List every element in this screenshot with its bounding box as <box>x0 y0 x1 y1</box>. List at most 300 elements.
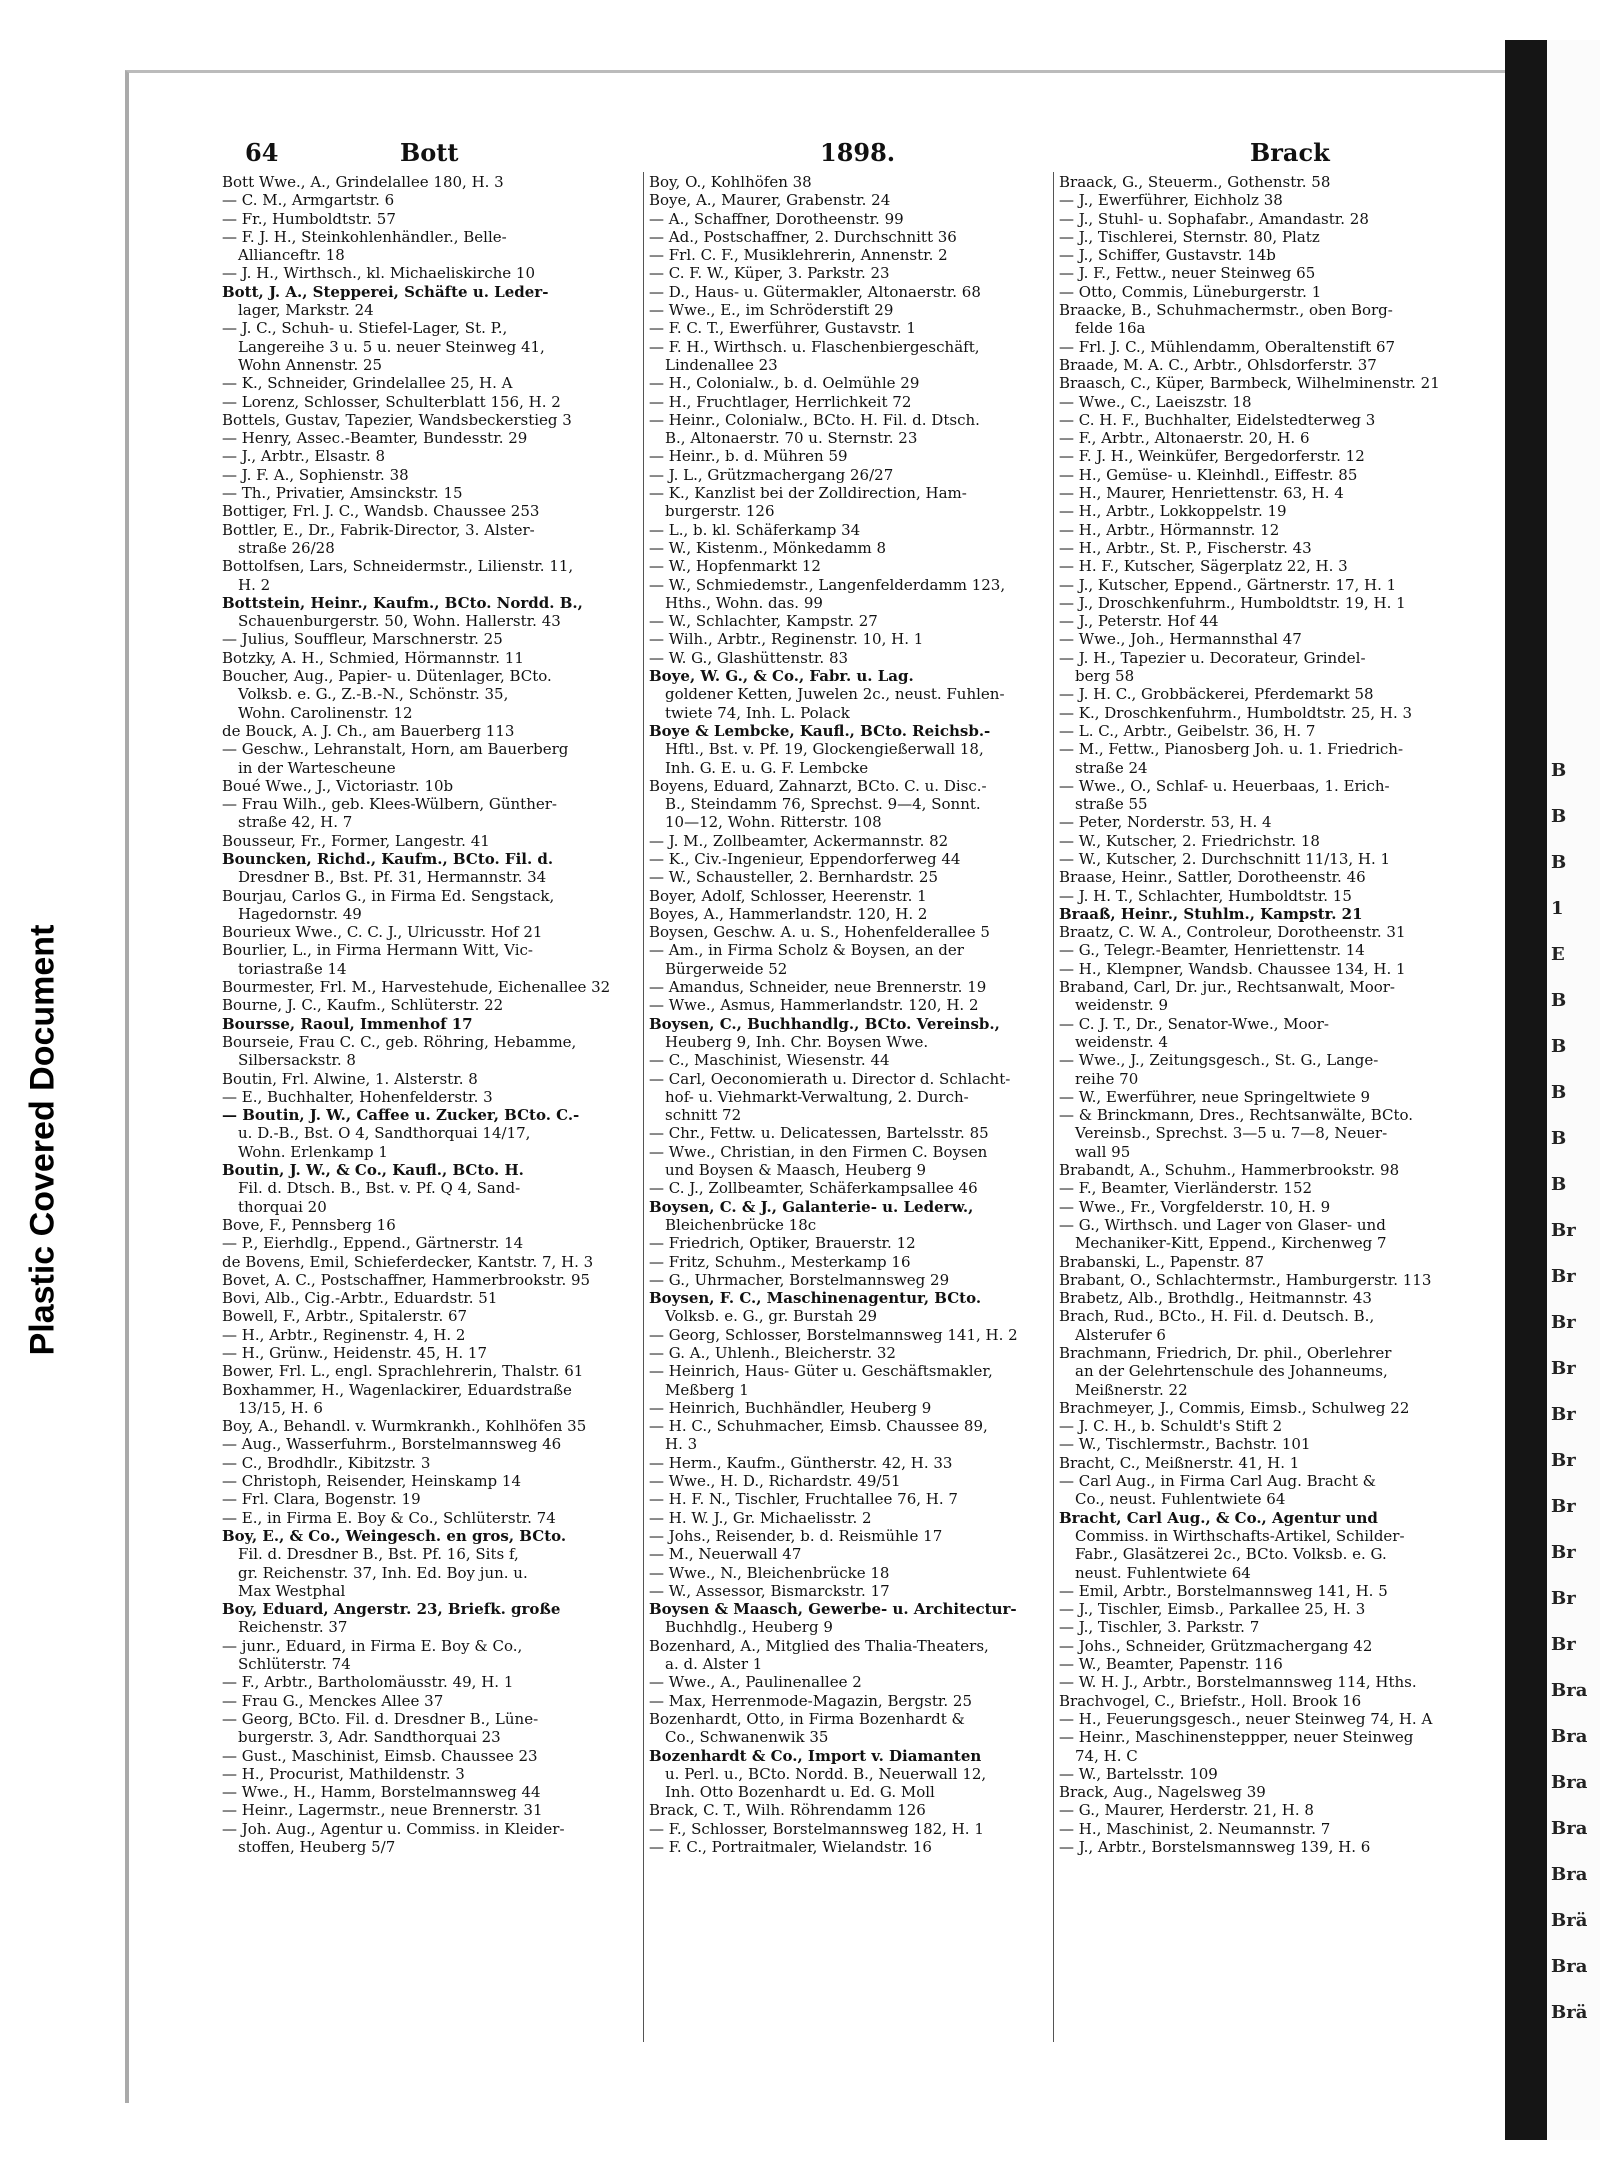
directory-entry: Brack, C. T., Wilh. Röhrendamm 126 <box>649 1801 926 1820</box>
directory-entry: H. 2 <box>238 575 271 594</box>
directory-entry: Brachvogel, C., Briefstr., Holl. Brook 16 <box>1059 1691 1362 1710</box>
directory-entry: Hagedornstr. 49 <box>238 904 362 923</box>
directory-entry: Wohn. Carolinenstr. 12 <box>238 703 413 722</box>
directory-entry: — Wwe., A., Paulinenallee 2 <box>649 1673 862 1692</box>
directory-entry: Boy, A., Behandl. v. Wurmkrankh., Kohlhöfen 35 <box>222 1417 587 1436</box>
directory-entry: wall 95 <box>1075 1142 1131 1161</box>
directory-entry: — D., Haus- u. Gütermakler, Altonaerstr. 68 <box>649 282 981 301</box>
directory-entry: — J. C. H., b. Schuldt's Stift 2 <box>1059 1417 1283 1436</box>
directory-entry: — F., Arbtr., Altonaerstr. 20, H. 6 <box>1059 429 1310 448</box>
directory-entry: — Amandus, Schneider, neue Brennerstr. 19 <box>649 978 987 997</box>
directory-entry: Silbersackstr. 8 <box>238 1051 356 1070</box>
directory-entry: — J., Stuhl- u. Sophafabr., Amandastr. 28 <box>1059 209 1369 228</box>
directory-entry: Braasch, C., Küper, Barmbeck, Wilhelminenstr. 21 <box>1059 374 1440 393</box>
directory-entry: — Wwe., O., Schlaf- u. Heuerbaas, 1. Erich- <box>1059 776 1390 795</box>
directory-entry: 74, H. C <box>1075 1746 1138 1765</box>
directory-entry: Boy, Eduard, Angerstr. 23, Briefk. große <box>222 1600 561 1619</box>
book-spine-shadow <box>1505 40 1547 2140</box>
directory-entry: — G. A., Uhlenh., Bleicherstr. 32 <box>649 1344 896 1362</box>
directory-entry: Reichenstr. 37 <box>238 1618 348 1637</box>
directory-entry: Brack, Aug., Nagelsweg 39 <box>1059 1783 1266 1802</box>
directory-entry: Bottler, E., Dr., Fabrik-Director, 3. Alster- <box>222 520 535 539</box>
directory-entry: — Wwe., J., Zeitungsgesch., St. G., Lange- <box>1059 1051 1379 1070</box>
directory-entry: Boye, A., Maurer, Grabenstr. 24 <box>649 191 891 210</box>
directory-entry: Boysen, F. C., Maschinenagentur, BCto. <box>649 1289 982 1308</box>
directory-entry: — M., Fettw., Pianosberg Joh. u. 1. Friedrich- <box>1059 740 1404 759</box>
next-page-fragment: Br <box>1551 1312 1576 1333</box>
directory-entry: Alsterufer 6 <box>1075 1325 1166 1344</box>
directory-entry: — Peter, Norderstr. 53, H. 4 <box>1059 813 1272 832</box>
directory-entry: — W., Bartelsstr. 109 <box>1059 1764 1218 1783</box>
next-page-fragment: Bra <box>1551 1864 1588 1885</box>
directory-entry: — W., Schausteller, 2. Bernhardstr. 25 <box>649 868 938 887</box>
next-page-fragment: B <box>1551 1174 1567 1195</box>
directory-column-2 <box>649 173 1059 1856</box>
directory-entry: Boye & Lembcke, Kaufl., BCto. Reichsb.- <box>649 721 991 740</box>
directory-entry: straße 42, H. 7 <box>238 813 353 832</box>
directory-entry: — J., Tischlerei, Sternstr. 80, Platz <box>1059 227 1320 246</box>
directory-entry: — H., Fruchtlager, Herrlichkeit 72 <box>649 392 912 411</box>
next-page-fragment: B <box>1551 760 1567 781</box>
directory-entry: twiete 74, Inh. L. Polack <box>665 703 850 722</box>
directory-entry: — Frau Wilh., geb. Klees-Wülbern, Günther- <box>222 795 557 814</box>
directory-entry: hof- u. Viehmarkt-Verwaltung, 2. Durch- <box>665 1087 969 1106</box>
directory-entry: — J. H. C., Grobbäckerei, Pferdemarkt 58 <box>1059 685 1374 704</box>
directory-entry: — F., Schlosser, Borstelmannsweg 182, H. 1 <box>649 1819 984 1838</box>
directory-entry: — G., Uhrmacher, Borstelmannsweg 29 <box>649 1270 950 1289</box>
next-page-fragment: Brä <box>1551 2002 1588 2023</box>
directory-entry: — F. C. T., Ewerführer, Gustavstr. 1 <box>649 319 916 338</box>
directory-entry: — F., Arbtr., Bartholomäusstr. 49, H. 1 <box>222 1673 514 1692</box>
next-page-fragment: Br <box>1551 1588 1576 1609</box>
directory-entry: Meißnerstr. 22 <box>1075 1380 1188 1399</box>
directory-entry: Max Westphal <box>238 1581 346 1600</box>
directory-entry: Inh. Otto Bozenhardt u. Ed. G. Moll <box>665 1783 935 1802</box>
directory-entry: Bousseur, Fr., Former, Langestr. 41 <box>222 831 490 850</box>
next-page-fragment: Bra <box>1551 1818 1588 1839</box>
directory-entry: — Am., in Firma Scholz & Boysen, an der <box>649 941 964 960</box>
directory-entry: Brabetz, Alb., Brothdlg., Heitmannstr. 43 <box>1059 1289 1372 1308</box>
directory-entry: — J., Schiffer, Gustavstr. 14b <box>1059 246 1276 265</box>
next-page-fragment: Br <box>1551 1404 1576 1425</box>
directory-entry: Bourieux Wwe., C. C. J., Ulricusstr. Hof 21 <box>222 923 543 942</box>
directory-entry: Bozenhard, A., Mitglied des Thalia-Theaters, <box>649 1636 989 1655</box>
directory-entry: Meßberg 1 <box>665 1380 749 1399</box>
directory-entry: Volksb. e. G., Z.-B.-N., Schönstr. 35, <box>238 685 509 704</box>
directory-entry: Braack, G., Steuerm., Gothenstr. 58 <box>1059 173 1331 191</box>
directory-entry: — Otto, Commis, Lüneburgerstr. 1 <box>1059 282 1322 301</box>
directory-entry: — C., Brodhdlr., Kibitzstr. 3 <box>222 1453 431 1472</box>
directory-entry: B., Altonaerstr. 70 u. Sternstr. 23 <box>665 429 918 448</box>
directory-entry: — J., Droschkenfuhrm., Humboldtstr. 19, H. 1 <box>1059 593 1406 612</box>
directory-entry: — Frl. J. C., Mühlendamm, Oberaltenstift 67 <box>1059 337 1396 356</box>
directory-entry: — Chr., Fettw. u. Delicatessen, Bartelsstr. 85 <box>649 1124 989 1143</box>
directory-entry: Braacke, B., Schuhmachermstr., oben Borg- <box>1059 301 1393 320</box>
directory-entry: — W., Kistenm., Mönkedamm 8 <box>649 538 886 557</box>
directory-entry: — F. J. H., Steinkohlenhändler., Belle- <box>222 227 507 246</box>
directory-entry: — J., Peterstr. Hof 44 <box>1059 612 1219 631</box>
directory-entry: — J., Tischler, Eimsb., Parkallee 25, H. 3 <box>1059 1600 1366 1619</box>
directory-entry: — A., Schaffner, Dorotheenstr. 99 <box>649 209 904 228</box>
directory-entry: — Emil, Arbtr., Borstelmannsweg 141, H. 5 <box>1059 1581 1388 1600</box>
directory-entry: — Fr., Humboldtstr. 57 <box>222 209 396 228</box>
directory-entry: Boy, E., & Co., Weingesch. en gros, BCto. <box>222 1526 567 1545</box>
directory-entry: — Wwe., H. D., Richardstr. 49/51 <box>649 1472 901 1491</box>
directory-entry: — J., Arbtr., Elsastr. 8 <box>222 447 386 466</box>
directory-entry: — Heinrich, Buchhändler, Heuberg 9 <box>649 1398 932 1417</box>
directory-entry: — M., Neuerwall 47 <box>649 1545 802 1564</box>
directory-entry: — Henry, Assec.-Beamter, Bundesstr. 29 <box>222 429 528 448</box>
directory-entry: — H., Arbtr., Lokkoppelstr. 19 <box>1059 502 1287 521</box>
next-page-fragment: B <box>1551 1082 1567 1103</box>
directory-entry: — Wwe., Fr., Vorgfelderstr. 10, H. 9 <box>1059 1197 1331 1216</box>
directory-entry: — J. C., Schuh- u. Stiefel-Lager, St. P., <box>222 319 508 338</box>
directory-entry: goldener Ketten, Juwelen 2c., neust. Fuhlen- <box>665 685 1005 704</box>
directory-entry: — J. F. A., Sophienstr. 38 <box>222 465 409 484</box>
directory-entry: Bouncken, Richd., Kaufm., BCto. Fil. d. <box>222 849 554 868</box>
next-page-edge <box>1547 40 1600 2140</box>
next-page-fragment: Br <box>1551 1542 1576 1563</box>
directory-entry: — Heinr., Lagermstr., neue Brennerstr. 31 <box>222 1801 543 1820</box>
directory-entry: — H., Colonialw., b. d. Oelmühle 29 <box>649 374 920 393</box>
directory-entry: — Georg, Schlosser, Borstelmannsweg 141, H. 2 <box>649 1325 1018 1344</box>
directory-entry: Boxhammer, H., Wagenlackirer, Eduardstraße <box>222 1380 572 1399</box>
directory-entry: — F. C., Portraitmaler, Wielandstr. 16 <box>649 1838 932 1857</box>
directory-entry: Bozenhardt & Co., Import v. Diamanten <box>649 1746 982 1765</box>
directory-entry: — E., Buchhalter, Hohenfelderstr. 3 <box>222 1087 493 1106</box>
directory-entry: — H. F., Kutscher, Sägerplatz 22, H. 3 <box>1059 557 1348 576</box>
header-year: 1898. <box>820 138 896 167</box>
directory-entry: und Boysen & Maasch, Heuberg 9 <box>665 1161 927 1180</box>
directory-entry: Commiss. in Wirthschafts-Artikel, Schilder- <box>1075 1526 1405 1545</box>
directory-entry: gr. Reichenstr. 37, Inh. Ed. Boy jun. u. <box>238 1563 528 1582</box>
directory-entry: — Friedrich, Optiker, Brauerstr. 12 <box>649 1234 916 1253</box>
next-page-fragment: Br <box>1551 1358 1576 1379</box>
directory-entry: Bürgerweide 52 <box>665 959 788 978</box>
directory-entry: schnitt 72 <box>665 1106 742 1125</box>
directory-entry: — F., Beamter, Vierländerstr. 152 <box>1059 1179 1313 1198</box>
directory-entry: burgerstr. 3, Adr. Sandthorquai 23 <box>238 1728 501 1747</box>
directory-entry: — Geschw., Lehranstalt, Horn, am Bauerberg <box>222 740 569 759</box>
directory-entry: — Wwe., H., Hamm, Borstelmannsweg 44 <box>222 1783 541 1802</box>
directory-entry: a. d. Alster 1 <box>665 1655 763 1674</box>
directory-entry: neust. Fuhlentwiete 64 <box>1075 1563 1251 1582</box>
directory-entry: Brabanski, L., Papenstr. 87 <box>1059 1252 1265 1271</box>
directory-entry: — J. H., Tapezier u. Decorateur, Grindel- <box>1059 648 1366 667</box>
directory-entry: Botzky, A. H., Schmied, Hörmannstr. 11 <box>222 648 524 667</box>
next-page-fragment: Br <box>1551 1220 1576 1241</box>
next-page-fragment: Br <box>1551 1634 1576 1655</box>
directory-entry: Boutin, J. W., & Co., Kaufl., BCto. H. <box>222 1161 524 1180</box>
directory-entry: felde 16a <box>1075 319 1146 338</box>
directory-entry: Langereihe 3 u. 5 u. neuer Steinweg 41, <box>238 337 545 356</box>
directory-entry: Bowell, F., Arbtr., Spitalerstr. 67 <box>222 1307 468 1326</box>
directory-entry: — Heinr., b. d. Mühren 59 <box>649 447 848 466</box>
directory-entry: straße 26/28 <box>238 538 335 557</box>
next-page-fragment: B <box>1551 1128 1567 1149</box>
directory-entry: Bove, F., Pennsberg 16 <box>222 1215 396 1234</box>
page-number: 64 <box>245 138 279 167</box>
next-page-fragment: Brä <box>1551 1910 1588 1931</box>
directory-entry: Boyens, Eduard, Zahnarzt, BCto. C. u. Disc.- <box>649 776 987 795</box>
directory-entry: — Julius, Souffleur, Marschnerstr. 25 <box>222 630 503 649</box>
directory-entry: Bottstein, Heinr., Kaufm., BCto. Nordd. B., <box>222 593 583 612</box>
directory-entry: — Carl, Oeconomierath u. Director d. Schlacht- <box>649 1069 1011 1088</box>
directory-entry: Brachmann, Friedrich, Dr. phil., Oberlehrer <box>1059 1344 1392 1362</box>
directory-entry: Fil. d. Dresdner B., Bst. Pf. 16, Sits f, <box>238 1545 519 1564</box>
directory-entry: Bourlier, L., in Firma Hermann Witt, Vic- <box>222 941 533 960</box>
directory-entry: — C. F. W., Küper, 3. Parkstr. 23 <box>649 264 890 283</box>
directory-entry: Boysen, Geschw. A. u. S., Hohenfelderallee 5 <box>649 923 990 942</box>
directory-entry: weidenstr. 4 <box>1075 1032 1168 1051</box>
next-page-fragment: Bra <box>1551 1772 1588 1793</box>
next-page-fragment: B <box>1551 852 1567 873</box>
directory-entry: Buchhdlg., Heuberg 9 <box>665 1618 833 1637</box>
next-page-fragment: Br <box>1551 1266 1576 1287</box>
directory-entry: Boye, W. G., & Co., Fabr. u. Lag. <box>649 667 914 686</box>
directory-entry: Bower, Frl. L., engl. Sprachlehrerin, Thalstr. 61 <box>222 1362 584 1381</box>
directory-entry: Wohn. Erlenkamp 1 <box>238 1142 388 1161</box>
directory-entry: Lindenallee 23 <box>665 355 778 374</box>
directory-entry: — W., Kutscher, 2. Friedrichstr. 18 <box>1059 831 1320 850</box>
header-right-title: Brack <box>1250 138 1330 167</box>
directory-entry: — Heinr., Colonialw., BCto. H. Fil. d. Dtsch. <box>649 410 980 429</box>
directory-entry: — Carl Aug., in Firma Carl Aug. Bracht & <box>1059 1472 1376 1491</box>
directory-entry: — Wwe., C., Laeiszstr. 18 <box>1059 392 1252 411</box>
directory-entry: de Bovens, Emil, Schieferdecker, Kantstr. 7, H. 3 <box>222 1252 594 1271</box>
directory-entry: reihe 70 <box>1075 1069 1139 1088</box>
directory-entry: Hftl., Bst. v. Pf. 19, Glockengießerwall 18, <box>665 740 984 759</box>
directory-entry: Bott Wwe., A., Grindelallee 180, H. 3 <box>222 173 504 191</box>
directory-entry: lager, Markstr. 24 <box>238 301 374 320</box>
directory-entry: an der Gelehrtenschule des Johanneums, <box>1075 1362 1388 1381</box>
directory-entry: — H., Gemüse- u. Kleinhdl., Eiffestr. 85 <box>1059 465 1358 484</box>
directory-entry: Bottiger, Frl. J. C., Wandsb. Chaussee 253 <box>222 502 540 521</box>
directory-entry: Boutin, Frl. Alwine, 1. Alsterstr. 8 <box>222 1069 478 1088</box>
next-page-fragment: B <box>1551 806 1567 827</box>
directory-entry: — W., Schmiedemstr., Langenfelderdamm 123, <box>649 575 1006 594</box>
directory-entry: — Frau G., Menckes Allee 37 <box>222 1691 444 1710</box>
directory-entry: — J. F., Fettw., neuer Steinweg 65 <box>1059 264 1316 283</box>
directory-entry: — W., Hopfenmarkt 12 <box>649 557 821 576</box>
directory-entry: Bottolfsen, Lars, Schneidermstr., Lilienstr. 11, <box>222 557 574 576</box>
directory-entry: — K., Kanzlist bei der Zolldirection, Ham- <box>649 484 967 503</box>
directory-entry: de Bouck, A. J. Ch., am Bauerberg 113 <box>222 721 515 740</box>
directory-entry: Braade, M. A. C., Arbtr., Ohlsdorferstr. 37 <box>1059 355 1377 374</box>
next-page-fragment: E <box>1551 944 1565 965</box>
directory-entry: Allianceftr. 18 <box>238 246 345 265</box>
directory-entry: Braatz, C. W. A., Controleur, Dorotheenstr. 31 <box>1059 923 1406 942</box>
directory-entry: u. D.-B., Bst. O 4, Sandthorquai 14/17, <box>238 1124 531 1143</box>
directory-entry: Braaß, Heinr., Stuhlm., Kampstr. 21 <box>1059 904 1363 923</box>
directory-entry: berg 58 <box>1075 667 1135 686</box>
directory-entry: Co., neust. Fuhlentwiete 64 <box>1075 1490 1286 1509</box>
directory-entry: Inh. G. E. u. G. F. Lembcke <box>665 758 869 777</box>
directory-entry: — H., Feuerungsgesch., neuer Steinweg 74, H. A <box>1059 1709 1433 1728</box>
directory-entry: Brachmeyer, J., Commis, Eimsb., Schulweg 22 <box>1059 1398 1410 1417</box>
directory-entry: — Heinrich, Haus- Güter u. Geschäftsmakler, <box>649 1362 993 1381</box>
directory-entry: — G., Maurer, Herderstr. 21, H. 8 <box>1059 1801 1314 1820</box>
directory-entry: Boysen, C., Buchhandlg., BCto. Vereinsb., <box>649 1014 1000 1033</box>
directory-entry: — W., Tischlermstr., Bachstr. 101 <box>1059 1435 1311 1454</box>
directory-entry: Schauenburgerstr. 50, Wohn. Hallerstr. 43 <box>238 612 561 631</box>
header-left-title: Bott <box>400 138 459 167</box>
directory-entry: Bovet, A. C., Postschaffner, Hammerbrookstr. 95 <box>222 1270 591 1289</box>
directory-entry: — H., Grünw., Heidenstr. 45, H. 17 <box>222 1344 487 1362</box>
directory-entry: — Wwe., N., Bleichenbrücke 18 <box>649 1563 890 1582</box>
directory-entry: Braase, Heinr., Sattler, Dorotheenstr. 46 <box>1059 868 1366 887</box>
directory-entry: — W. H. J., Arbtr., Borstelmannsweg 114, Hths. <box>1059 1673 1417 1692</box>
directory-entry: — Lorenz, Schlosser, Schulterblatt 156, H. 2 <box>222 392 561 411</box>
directory-entry: — J. L., Grützmachergang 26/27 <box>649 465 894 484</box>
directory-entry: — K., Civ.-Ingenieur, Eppendorferweg 44 <box>649 849 961 868</box>
directory-entry: — Frl. Clara, Bogenstr. 19 <box>222 1490 421 1509</box>
directory-entry: Boyes, A., Hammerlandstr. 120, H. 2 <box>649 904 928 923</box>
directory-entry: — J., Tischler, 3. Parkstr. 7 <box>1059 1618 1260 1637</box>
directory-entry: — Wwe., Christian, in den Firmen C. Boysen <box>649 1142 988 1161</box>
directory-entry: — W., Beamter, Papenstr. 116 <box>1059 1655 1283 1674</box>
directory-entry: — Johs., Reisender, b. d. Reismühle 17 <box>649 1526 943 1545</box>
directory-entry: Bourjau, Carlos G., in Firma Ed. Sengstack, <box>222 886 555 905</box>
directory-entry: Brach, Rud., BCto., H. Fil. d. Deutsch. B., <box>1059 1307 1375 1326</box>
directory-entry: toriastraße 14 <box>238 959 347 978</box>
directory-entry: — W., Assessor, Bismarckstr. 17 <box>649 1581 890 1600</box>
directory-entry: Bourmester, Frl. M., Harvestehude, Eichenallee 32 <box>222 978 611 997</box>
directory-entry: — J., Arbtr., Borstelsmannsweg 139, H. 6 <box>1059 1838 1371 1857</box>
directory-entry: stoffen, Heuberg 5/7 <box>238 1838 396 1857</box>
directory-entry: — H., Maurer, Henriettenstr. 63, H. 4 <box>1059 484 1344 503</box>
directory-entry: — Herm., Kaufm., Güntherstr. 42, H. 33 <box>649 1453 953 1472</box>
directory-entry: — W. G., Glashüttenstr. 83 <box>649 648 849 667</box>
directory-entry: — & Brinckmann, Dres., Rechtsanwälte, BCto. <box>1059 1106 1414 1125</box>
next-page-fragment: 1 <box>1551 898 1564 919</box>
directory-entry: — H. F. N., Tischler, Fruchtallee 76, H. 7 <box>649 1490 958 1509</box>
directory-entry: Boysen & Maasch, Gewerbe- u. Architectur- <box>649 1600 1017 1619</box>
directory-column-3 <box>1059 173 1469 1856</box>
directory-entry: Boyer, Adolf, Schlosser, Heerenstr. 1 <box>649 886 927 905</box>
directory-entry: — Wilh., Arbtr., Reginenstr. 10, H. 1 <box>649 630 924 649</box>
directory-entry: Co., Schwanenwik 35 <box>665 1728 829 1747</box>
directory-entry: u. Perl. u., BCto. Nordd. B., Neuerwall 12, <box>665 1764 987 1783</box>
directory-entry: — G., Wirthsch. und Lager von Glaser- und <box>1059 1215 1386 1234</box>
directory-entry: — W., Ewerführer, neue Springeltwiete 9 <box>1059 1087 1371 1106</box>
directory-entry: — K., Schneider, Grindelallee 25, H. A <box>222 374 513 393</box>
directory-entry: — C. H. F., Buchhalter, Eidelstedterweg 3 <box>1059 410 1376 429</box>
directory-entry: — C. M., Armgartstr. 6 <box>222 191 395 210</box>
directory-entry: — Johs., Schneider, Grützmachergang 42 <box>1059 1636 1373 1655</box>
directory-entry: — E., in Firma E. Boy & Co., Schlüterstr. 74 <box>222 1508 556 1527</box>
directory-entry: — Heinr., Maschinensteppper, neuer Steinweg <box>1059 1728 1414 1747</box>
directory-entry: Vereinsb., Sprechst. 3—5 u. 7—8, Neuer- <box>1075 1124 1388 1143</box>
directory-entry: — J. H. T., Schlachter, Humboldtstr. 15 <box>1059 886 1352 905</box>
directory-entry: Braband, Carl, Dr. jur., Rechtsanwalt, Moor- <box>1059 978 1395 997</box>
directory-entry: H. 3 <box>665 1435 698 1454</box>
directory-entry: — C. J. T., Dr., Senator-Wwe., Moor- <box>1059 1014 1329 1033</box>
directory-entry: Bleichenbrücke 18c <box>665 1215 817 1234</box>
directory-entry: Bourseie, Frau C. C., geb. Röhring, Hebamme, <box>222 1032 577 1051</box>
directory-entry: Bracht, C., Meißnerstr. 41, H. 1 <box>1059 1453 1300 1472</box>
directory-entry: 13/15, H. 6 <box>238 1398 323 1417</box>
directory-entry: — H., Arbtr., Reginenstr. 4, H. 2 <box>222 1325 466 1344</box>
directory-entry: — P., Eierhdlg., Eppend., Gärtnerstr. 14 <box>222 1234 524 1253</box>
directory-entry: — J. M., Zollbeamter, Ackermannstr. 82 <box>649 831 949 850</box>
directory-entry: Bracht, Carl Aug., & Co., Agentur und <box>1059 1508 1378 1527</box>
next-page-fragment: Br <box>1551 1450 1576 1471</box>
directory-entry: — Max, Herrenmode-Magazin, Bergstr. 25 <box>649 1691 972 1710</box>
directory-entry: — Frl. C. F., Musiklehrerin, Annenstr. 2 <box>649 246 948 265</box>
directory-entry: Boucher, Aug., Papier- u. Dütenlager, BCto. <box>222 667 552 686</box>
directory-entry: Bottels, Gustav, Tapezier, Wandsbeckerstieg 3 <box>222 410 572 429</box>
column-divider <box>643 172 644 2042</box>
directory-entry: in der Wartescheune <box>238 758 396 777</box>
directory-entry: — Ad., Postschaffner, 2. Durchschnitt 36 <box>649 227 957 246</box>
directory-entry: — Gust., Maschinist, Eimsb. Chaussee 23 <box>222 1746 538 1765</box>
directory-entry: Boysen, C. & J., Galanterie- u. Lederw., <box>649 1197 974 1216</box>
next-page-fragment: Br <box>1551 1496 1576 1517</box>
directory-entry: — Fritz, Schuhm., Mesterkamp 16 <box>649 1252 911 1271</box>
directory-entry: — J. H., Wirthsch., kl. Michaeliskirche 10 <box>222 264 536 283</box>
directory-entry: thorquai 20 <box>238 1197 327 1216</box>
directory-entry: — H. W. J., Gr. Michaelisstr. 2 <box>649 1508 872 1527</box>
directory-entry: — H., Maschinist, 2. Neumannstr. 7 <box>1059 1819 1331 1838</box>
directory-entry: weidenstr. 9 <box>1075 996 1168 1015</box>
plastic-cover-label <box>18 924 68 1356</box>
directory-entry: Bozenhardt, Otto, in Firma Bozenhardt & <box>649 1709 965 1728</box>
directory-entry: — H. C., Schuhmacher, Eimsb. Chaussee 89, <box>649 1417 988 1436</box>
directory-entry: Bott, J. A., Stepperei, Schäfte u. Leder- <box>222 282 549 301</box>
directory-entry: Fabr., Glasätzerei 2c., BCto. Volksb. e. G. <box>1075 1545 1387 1564</box>
directory-entry: Boy, O., Kohlhöfen 38 <box>649 173 812 191</box>
directory-entry: Brabant, O., Schlachtermstr., Hamburgerstr. 113 <box>1059 1270 1432 1289</box>
directory-entry: — K., Droschkenfuhrm., Humboldtstr. 25, H. 3 <box>1059 703 1413 722</box>
directory-entry: — J., Kutscher, Eppend., Gärtnerstr. 17, H. 1 <box>1059 575 1397 594</box>
directory-entry: — C. J., Zollbeamter, Schäferkampsallee 46 <box>649 1179 978 1198</box>
directory-entry: Heuberg 9, Inh. Chr. Boysen Wwe. <box>665 1032 929 1051</box>
directory-entry: Volksb. e. G., gr. Burstah 29 <box>665 1307 878 1326</box>
directory-entry: — F. H., Wirthsch. u. Flaschenbiergeschäft, <box>649 337 980 356</box>
next-page-fragment: B <box>1551 990 1567 1011</box>
directory-entry: Brabandt, A., Schuhm., Hammerbrookstr. 98 <box>1059 1161 1400 1180</box>
directory-entry: Schlüterstr. 74 <box>238 1655 351 1674</box>
directory-entry: — F. J. H., Weinküfer, Bergedorferstr. 12 <box>1059 447 1365 466</box>
directory-entry: Dresdner B., Bst. Pf. 31, Hermannstr. 34 <box>238 868 547 887</box>
plastic-cover-label-text: Plastic Covered Document <box>23 924 62 1356</box>
directory-entry: — Georg, BCto. Fil. d. Dresdner B., Lüne- <box>222 1709 539 1728</box>
directory-entry: Bovi, Alb., Cig.-Arbtr., Eduardstr. 51 <box>222 1289 498 1308</box>
directory-entry: Bourne, J. C., Kaufm., Schlüterstr. 22 <box>222 996 504 1015</box>
directory-entry: Mechaniker-Kitt, Eppend., Kirchenweg 7 <box>1075 1234 1387 1253</box>
directory-entry: — H., Procurist, Mathildenstr. 3 <box>222 1764 465 1783</box>
directory-entry: — Boutin, J. W., Caffee u. Zucker, BCto. C.- <box>222 1106 580 1125</box>
directory-entry: — Wwe., Joh., Hermannsthal 47 <box>1059 630 1302 649</box>
directory-entry: — C., Maschinist, Wiesenstr. 44 <box>649 1051 890 1070</box>
directory-entry: — Aug., Wasserfuhrm., Borstelmannsweg 46 <box>222 1435 562 1454</box>
next-page-fragment: B <box>1551 1036 1567 1057</box>
directory-entry: — Joh. Aug., Agentur u. Commiss. in Kleider- <box>222 1819 565 1838</box>
directory-entry: B., Steindamm 76, Sprechst. 9—4, Sonnt. <box>665 795 981 814</box>
directory-column-1 <box>222 173 632 1856</box>
directory-entry: straße 55 <box>1075 795 1148 814</box>
directory-entry: — L. C., Arbtr., Geibelstr. 36, H. 7 <box>1059 721 1316 740</box>
directory-entry: — W., Kutscher, 2. Durchschnitt 11/13, H. 1 <box>1059 849 1391 868</box>
directory-entry: — H., Klempner, Wandsb. Chaussee 134, H. 1 <box>1059 959 1406 978</box>
directory-entry: Hths., Wohn. das. 99 <box>665 593 823 612</box>
directory-entry: — L., b. kl. Schäferkamp 34 <box>649 520 861 539</box>
next-page-fragment: Bra <box>1551 1726 1588 1747</box>
next-page-fragment: Bra <box>1551 1680 1588 1701</box>
directory-entry: — Th., Privatier, Amsinckstr. 15 <box>222 484 463 503</box>
directory-entry: — G., Telegr.-Beamter, Henriettenstr. 14 <box>1059 941 1365 960</box>
